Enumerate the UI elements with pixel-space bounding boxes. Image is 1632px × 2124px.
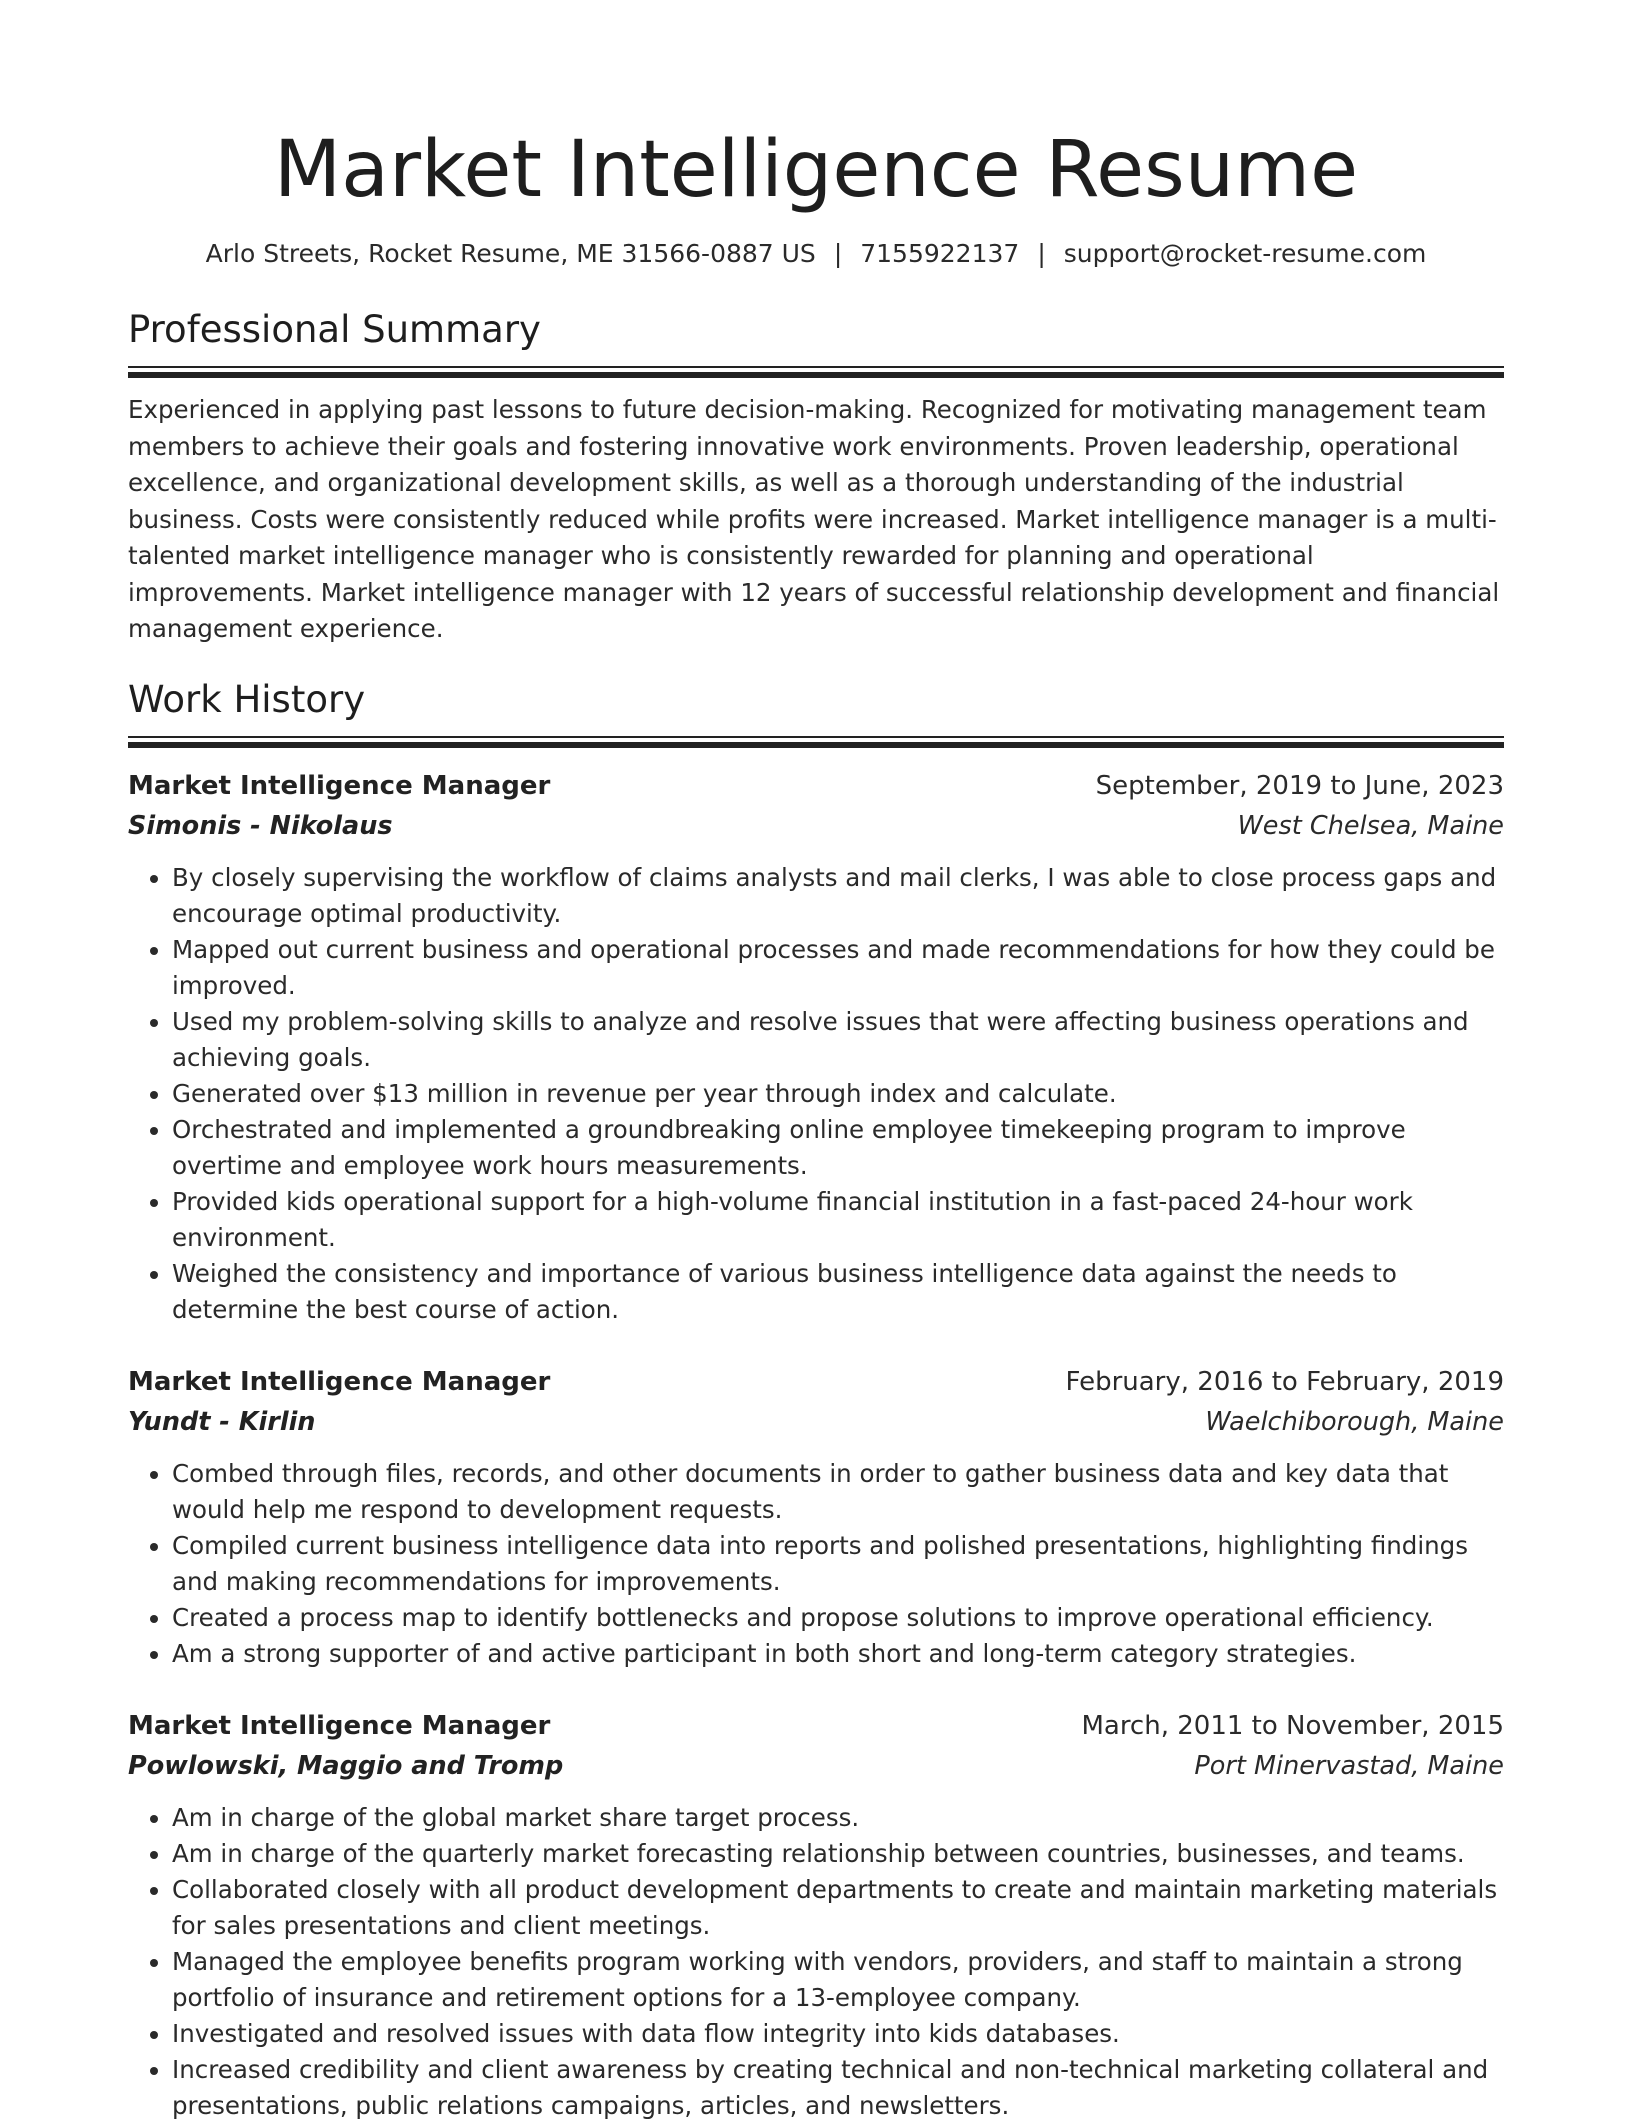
summary-text: Experienced in applying past lessons to future decision-making. Recognized for motivating management team members to achieve their goals and fostering innovative work environments. Proven leadership, operational excellence, and organizational development skills, as well as a thorough understanding of the industrial business. Costs were consistently reduced while profits were increased. Market intelligence manager is a multi-talented market intelligence manager who is consistently rewarded for planning and operational improvements. Market intelligence manager with 12 years of successful relationship development and financial management experience. (128, 395, 1500, 643)
job-list (128, 766, 1504, 2124)
job-entry (128, 766, 1504, 1328)
contact-separator: | (1037, 239, 1046, 268)
section-divider (128, 366, 1504, 378)
job-bullet: • Orchestrated and implemented a groundbreaking online employee timekeeping program to improve overtime and employee work hours measurements. (172, 1112, 1504, 1184)
job-company-row (128, 1402, 1504, 1442)
contact-phone: 7155922137 (860, 239, 1020, 268)
job-dates: February, 2016 to February, 2019 (1065, 1366, 1504, 1397)
job-dates: March, 2011 to November, 2015 (1081, 1710, 1504, 1741)
contact-separator: | (833, 239, 843, 268)
job-bullet: • Weighed the consistency and importance of various business intelligence data against the needs to determine the best course of action. (172, 1256, 1504, 1328)
job-company-row (128, 1746, 1504, 1786)
work-history-heading: Work History (128, 677, 366, 721)
job-bullet: • Combed through files, records, and other documents in order to gather business data and key data that would help me respond to development requests. (172, 1456, 1504, 1528)
section-divider (128, 736, 1504, 748)
job-bullet: • Am in charge of the global market share target process. (172, 1800, 1504, 1836)
job-company: Powlowski, Maggio and Tromp (128, 1750, 564, 1781)
job-bullet-list (128, 860, 1504, 1328)
job-bullet: • Used my problem-solving skills to analyze and resolve issues that were affecting business operations and achieving goals. (172, 1004, 1504, 1076)
job-bullet: • By closely supervising the workflow of claims analysts and mail clerks, I was able to close process gaps and encourage optimal productivity. (172, 860, 1504, 932)
job-title: Market Intelligence Manager (128, 1710, 551, 1741)
job-bullet: • Mapped out current business and operational processes and made recommendations for how they could be improved. (172, 932, 1504, 1004)
job-company: Yundt - Kirlin (128, 1406, 316, 1437)
job-entry (128, 1362, 1504, 1672)
resume-page (128, 120, 1504, 2124)
job-company: Simonis - Nikolaus (128, 810, 393, 841)
job-title: Market Intelligence Manager (128, 770, 551, 801)
contact-email[interactable]: support@rocket-resume.com (1063, 239, 1427, 268)
contact-address: Arlo Streets, Rocket Resume, ME 31566-0887 US (205, 239, 816, 268)
job-bullet: • Investigated and resolved issues with data flow integrity into kids databases. (172, 2016, 1504, 2052)
job-bullet-list (128, 1456, 1504, 1672)
job-bullet: • Am in charge of the quarterly market forecasting relationship between countries, businesses, and teams. (172, 1836, 1504, 1872)
job-bullet: • Provided kids operational support for a high-volume financial institution in a fast-paced 24-hour work environment. (172, 1184, 1504, 1256)
job-title-row (128, 1362, 1504, 1402)
job-bullet: • Am a strong supporter of and active participant in both short and long-term category strategies. (172, 1636, 1504, 1672)
contact-line (128, 236, 1504, 272)
job-title: Market Intelligence Manager (128, 1366, 551, 1397)
resume-title: Market Intelligence Resume (273, 125, 1359, 215)
job-location: Waelchiborough, Maine (1205, 1406, 1504, 1437)
job-bullet: • Managed the employee benefits program working with vendors, providers, and staff to maintain a strong portfolio of insurance and retirement options for a 13-employee company. (172, 1944, 1504, 2016)
job-dates: September, 2019 to June, 2023 (1095, 770, 1504, 801)
job-location: West Chelsea, Maine (1237, 810, 1504, 841)
job-bullet: • Created a process map to identify bottlenecks and propose solutions to improve operational efficiency. (172, 1600, 1504, 1636)
job-company-row (128, 806, 1504, 846)
job-bullet: • Increased credibility and client awareness by creating technical and non-technical marketing collateral and presentations, public relations campaigns, articles, and newsletters. (172, 2052, 1504, 2124)
job-title-row (128, 766, 1504, 806)
job-location: Port Minervastad, Maine (1194, 1750, 1504, 1781)
summary-heading: Professional Summary (128, 308, 541, 351)
job-bullet: • Collaborated closely with all product development departments to create and maintain marketing materials for sales presentations and client meetings. (172, 1872, 1504, 1944)
job-bullet: • Compiled current business intelligence data into reports and polished presentations, highlighting findings and making recommendations for improvements. (172, 1528, 1504, 1600)
work-history-section-header (128, 676, 1504, 748)
job-bullet: • Generated over $13 million in revenue per year through index and calculate. (172, 1076, 1504, 1112)
summary-section-header (128, 306, 1504, 378)
job-bullet-list (128, 1800, 1504, 2124)
job-title-row (128, 1706, 1504, 1746)
job-entry (128, 1706, 1504, 2124)
